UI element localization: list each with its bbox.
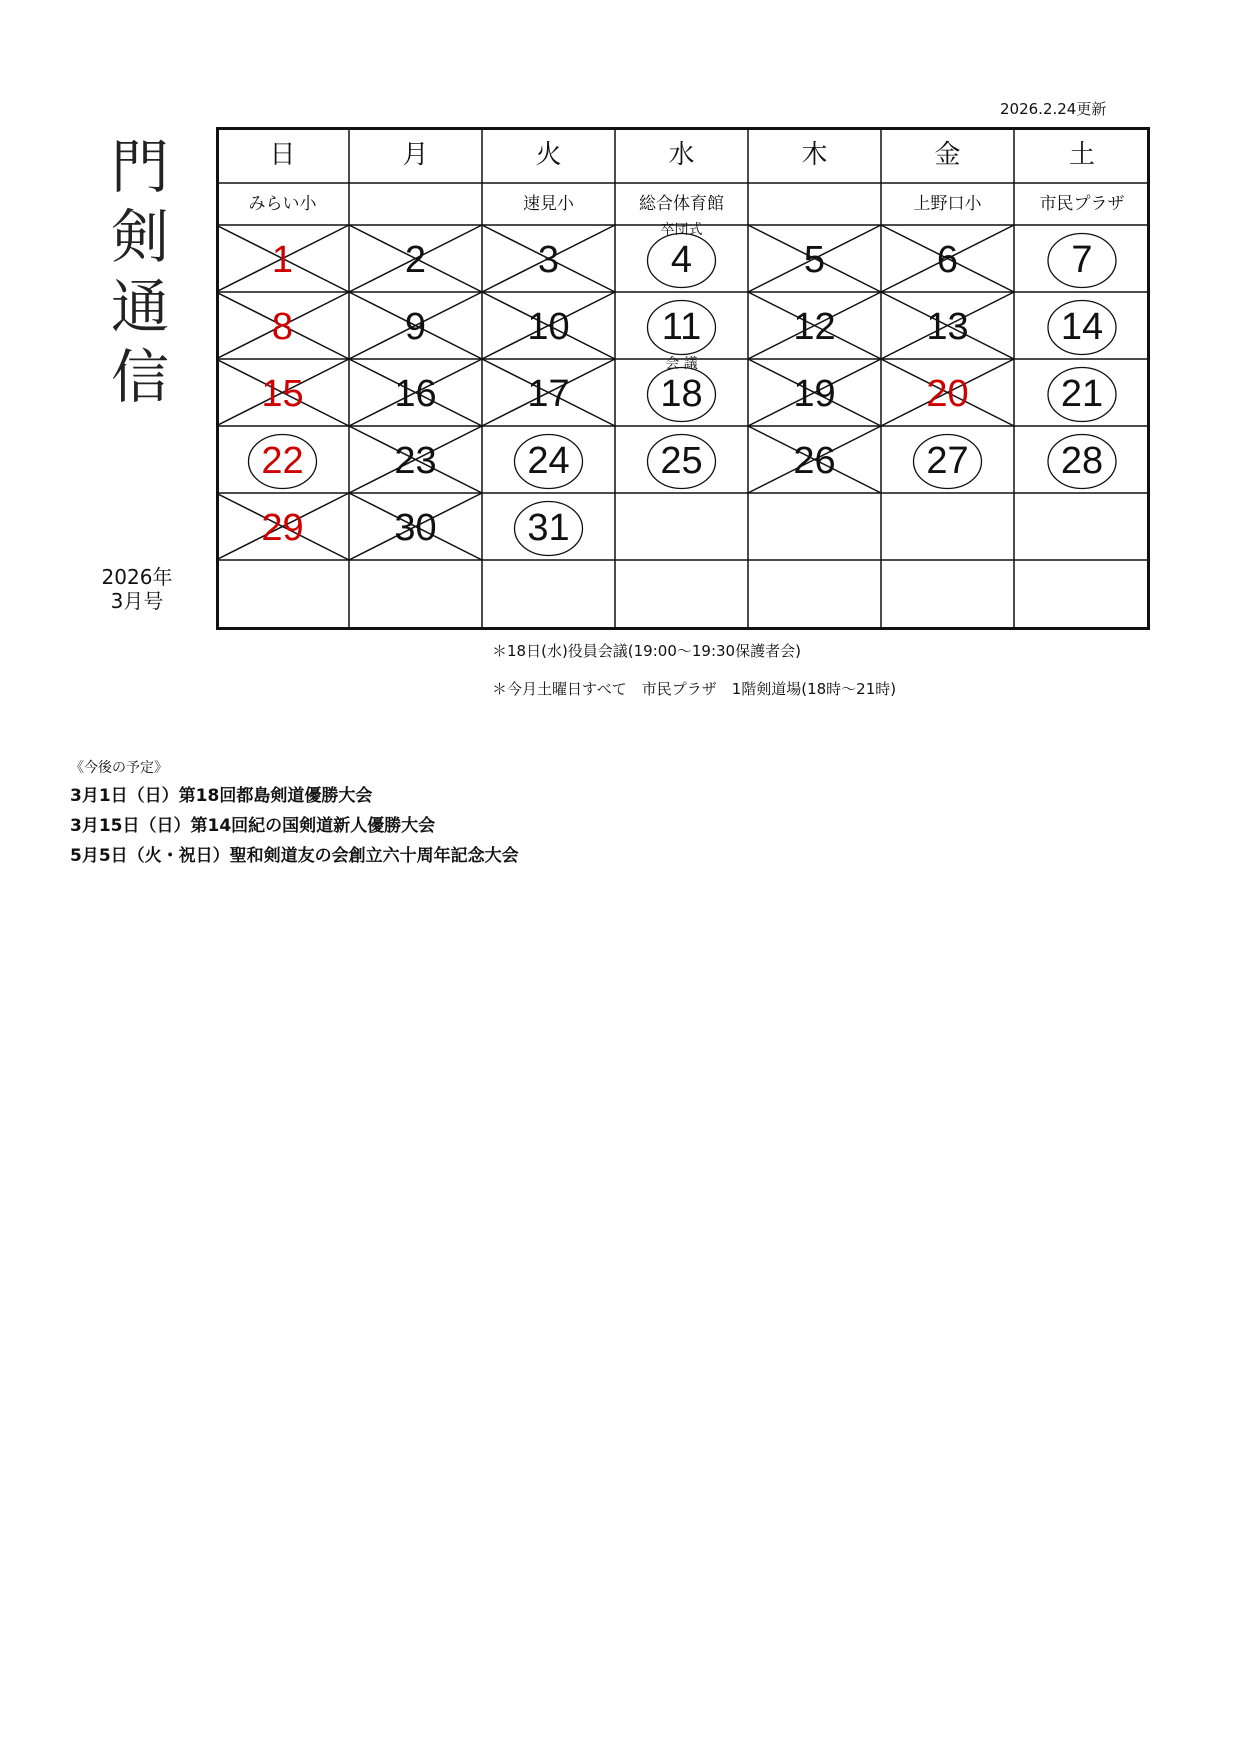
day-number: 8 xyxy=(271,306,294,348)
day-number: 19 xyxy=(793,373,836,415)
title-char: 信 xyxy=(110,343,169,411)
day-number: 30 xyxy=(394,507,437,549)
day-number: 16 xyxy=(394,373,437,415)
issue-year: 2026年 xyxy=(101,565,173,589)
weekday-label: 木 xyxy=(801,140,828,170)
day-number: 3 xyxy=(537,239,560,281)
weekday-label: 月 xyxy=(402,140,429,170)
day-number: 11 xyxy=(661,306,702,348)
weekday-label: 土 xyxy=(1068,140,1095,170)
venue-label: 速見小 xyxy=(523,194,574,214)
day-number: 24 xyxy=(527,440,570,482)
venue-label: 市民プラザ xyxy=(1039,194,1125,214)
day-number: 2 xyxy=(404,239,427,281)
venue-label: みらい小 xyxy=(248,194,317,214)
day-number: 14 xyxy=(1060,306,1104,348)
updated-date: 2026.2.24更新 xyxy=(1000,100,1107,118)
day-number: 23 xyxy=(394,440,437,482)
day-number: 25 xyxy=(660,440,703,482)
day-number: 1 xyxy=(271,239,294,281)
day-number: 21 xyxy=(1060,373,1104,415)
title-char: 剣 xyxy=(110,203,169,271)
event-note: 会 議 xyxy=(665,356,698,372)
venue-label: 上野口小 xyxy=(913,194,982,214)
newsletter-title xyxy=(100,132,180,412)
weekday-label: 日 xyxy=(269,140,296,170)
title-char: 通 xyxy=(110,273,169,341)
day-number: 7 xyxy=(1071,239,1093,281)
issue-month: 3月号 xyxy=(110,589,164,613)
weekday-label: 水 xyxy=(668,140,695,170)
day-number: 31 xyxy=(527,507,570,549)
day-number: 28 xyxy=(1060,440,1104,482)
weekday-label: 火 xyxy=(535,140,562,170)
venue-label xyxy=(748,183,881,225)
schedule-item: 3月15日（日）第14回紀の国剣道新人優勝大会 xyxy=(70,816,436,836)
day-number: 27 xyxy=(926,440,969,482)
day-number: 22 xyxy=(261,440,304,482)
note-saturday: ＊今月土曜日すべて 市民プラザ 1階剣道場(18時～21時) xyxy=(492,680,897,698)
note-meeting: ＊18日(水)役員会議(19:00～19:30保護者会) xyxy=(492,642,801,660)
upcoming-schedule xyxy=(70,757,519,871)
day-number: 15 xyxy=(261,373,304,415)
day-number: 20 xyxy=(926,373,969,415)
venue-label xyxy=(349,183,482,225)
day-number: 26 xyxy=(793,440,836,482)
day-number: 10 xyxy=(527,306,570,348)
weekday-label: 金 xyxy=(934,140,961,170)
calendar-grid xyxy=(216,127,1150,630)
day-number: 6 xyxy=(936,239,959,281)
schedule-heading: 《今後の予定》 xyxy=(70,760,168,776)
issue-label xyxy=(82,565,192,613)
day-number: 5 xyxy=(803,239,826,281)
day-number: 13 xyxy=(926,306,969,348)
title-char: 門 xyxy=(110,133,169,201)
event-note: 卒団式 xyxy=(660,222,703,238)
day-number: 4 xyxy=(670,239,693,281)
day-number: 29 xyxy=(261,507,304,549)
day-number: 17 xyxy=(527,373,570,415)
day-number: 9 xyxy=(404,306,427,348)
day-number: 18 xyxy=(660,373,703,415)
schedule-item: 5月5日（火・祝日）聖和剣道友の会創立六十周年記念大会 xyxy=(70,846,519,866)
venue-label: 総合体育館 xyxy=(639,194,724,214)
schedule-item: 3月1日（日）第18回都島剣道優勝大会 xyxy=(70,786,373,806)
day-number: 12 xyxy=(793,306,836,348)
